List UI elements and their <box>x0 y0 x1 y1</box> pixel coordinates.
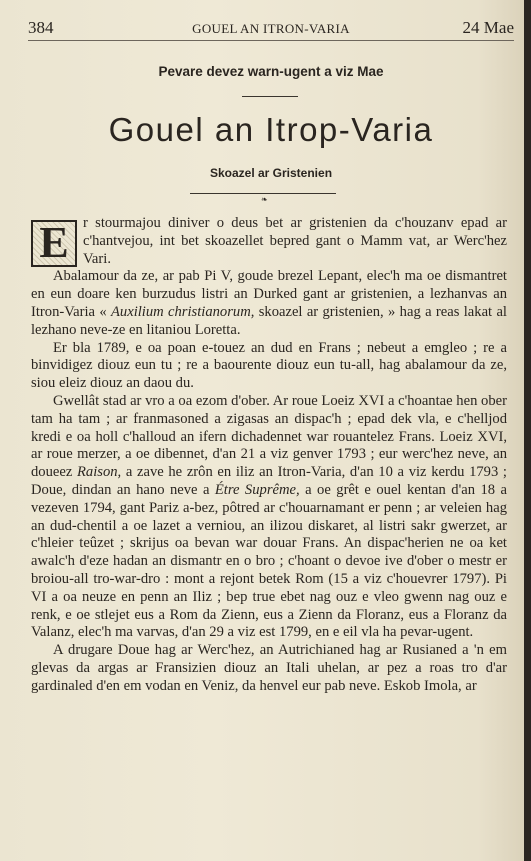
title-rule <box>190 193 336 194</box>
paragraph <box>31 215 507 340</box>
italic-text: Auxilium christianorum, <box>111 303 255 320</box>
paragraph: Er bla 1789, e oa poan e-touez an dud en Frans ; nebeut a emgleo ; re a binvidigez diouz eun tu ; re a baourente diouz eun tu-all, hag abalamour da ze, siou eleiz diouz an daou du. <box>31 339 507 392</box>
short-rule <box>242 96 298 97</box>
paragraph-text: a oe grêt e ouel kentan d'an 18 a vezeven 1794, gant Pariz a-bez, pôtred ar c'houarnamant er penn ; ar veleien hag an dud-chentil a oe lazet a verniou, an ilizou diskaret, al listri sakr gwerzet, ar c'hleier teûzet ; skrijus oa bevan war douar Frans. An dispac'herien ne oa ket awalc'h d'eze hadan an dismantr en o bro ; c'hoant o devoe ive d'ober o mestr er broiou-all tro-war-dro : mont a rejont betek Rom (15 a viz c'houevrer 1797). Pi VI a oa neuze en penn an Iliz ; bep true ebet nag ouz e vleo gwenn nag ouz e renk, e oe stlejet eus a Rom da Zienn, eus a Zienn da Floranz, eus a Floranz da Valanz, elec'h ma varvas, d'an 29 a viz est 1799, en e eil vla ha pevar-ugent. <box>31 481 507 641</box>
header-date: 24 Mae <box>462 18 514 37</box>
paragraph-text: r stourmajou diniver o deus bet ar gristenien da c'houzanv epad ar c'hantvejou, int bet skoazellet bepred gant o Mamm vat, ar Werc'hez Vari. <box>83 215 507 267</box>
paragraph-text: Abalamour da ze, ar pab Pi V, goude brezel Lepant, elec'h ma oe dismantret en eun doare ken burzudus listri an Durked gant ar gristenien, a lezhanvas an Itron-Varia « <box>31 268 507 320</box>
drop-cap: E <box>31 220 77 267</box>
ornament-icon: ❧ <box>261 195 268 204</box>
italic-text: Raison, <box>77 464 122 481</box>
warning-line: Pevare devez warn-ugent a viz Mae <box>158 64 384 79</box>
page-number: 384 <box>28 18 54 37</box>
paragraph-text: a zave he zrôn en iliz an Itron-Varia, d'an 10 a viz kerdu 1793 ; Doue, dindan an hano neve a <box>31 464 507 498</box>
page-edge-shadow <box>524 0 531 861</box>
paragraph-text: Gwellât stad ar vro a oa ezom d'ober. Ar roue Loeiz XVI a c'hoantae hen ober tam ha tam ; ar franmasoned a zigasas an dispac'h ; epad dek vla, e c'helljod kredi e oa holl c'halloud an ifern dichadennet war rouantelez Frans. Loeiz XVI, ar roue merzer, a oe dibennet, d'an 21 a viz genver 1793 ; eur werc'hez neve, an doueez <box>31 392 507 481</box>
running-title: GOUEL AN ITRON-VARIA <box>192 21 350 36</box>
italic-text: Étre Suprême, <box>214 481 300 498</box>
paragraph <box>31 393 507 642</box>
paragraph: A drugare Doue hag ar Werc'hez, an Autrichianed hag ar Rusianed a 'n em glevas da argas ar Fransizien diouz an Itali uhelan, ar pez a roas tro d'ar gardinaled d'en em vodan en Veniz, da henvel eur pab neve. Eskob Imola, ar <box>31 642 507 694</box>
page-subtitle: Skoazel ar Gristenien <box>209 166 333 180</box>
paragraph-text: skoazel ar gristenien, » hag a reas lakat al lezhano neve-ze en litaniou Loretta. <box>31 303 507 338</box>
running-header <box>28 18 514 41</box>
page-title: Gouel an Itrop-Varia <box>108 111 434 148</box>
body-text <box>31 215 507 696</box>
